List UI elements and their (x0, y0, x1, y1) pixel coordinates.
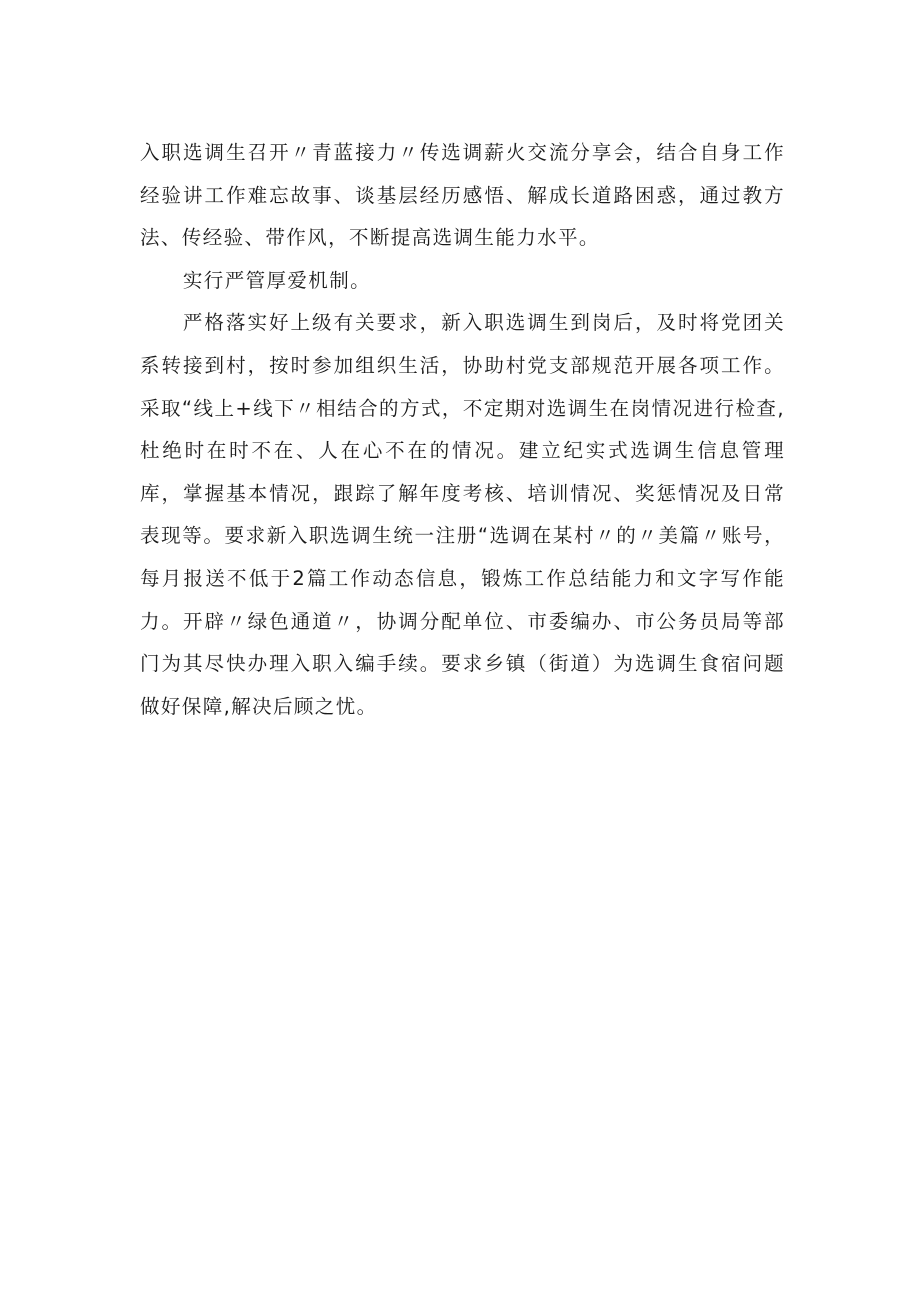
paragraph-1: 入职选调生召开〃青蓝接力〃传选调薪火交流分享会，结合自身工作经验讲工作难忘故事、谈基层经历感悟、解成长道路困惑，通过教方法、传经验、带作风，不断提高选调生能力水平。 (140, 141, 785, 250)
paragraph-2: 实行严管厚爱机制。 (182, 268, 371, 292)
paragraph-3: 严格落实好上级有关要求，新入职选调生到岗后，及时将党团关系转接到村，按时参加组织生活，协助村党支部规范开展各项工作。采取“线上+线下〃相结合的方式，不定期对选调生在岗情况进行检查,杜绝时在时不在、人在心不在的情况。建立纪实式选调生信息管理库，掌握基本情况，跟踪了解年度考核、培训情况、奖惩情况及日常表现等。要求新入职选调生统一注册“选调在某村〃的〃美篇〃账号，每月报送不低于2篇工作动态信息，锻炼工作总结能力和文字写作能力。开辟〃绿色通道〃，协调分配单位、市委编办、市公务员局等部门为其尽快办理入职入编手续。要求乡镇（街道）为选调生食宿问题做好保障,解决后顾之忧。 (140, 311, 785, 718)
document-body (140, 132, 785, 728)
